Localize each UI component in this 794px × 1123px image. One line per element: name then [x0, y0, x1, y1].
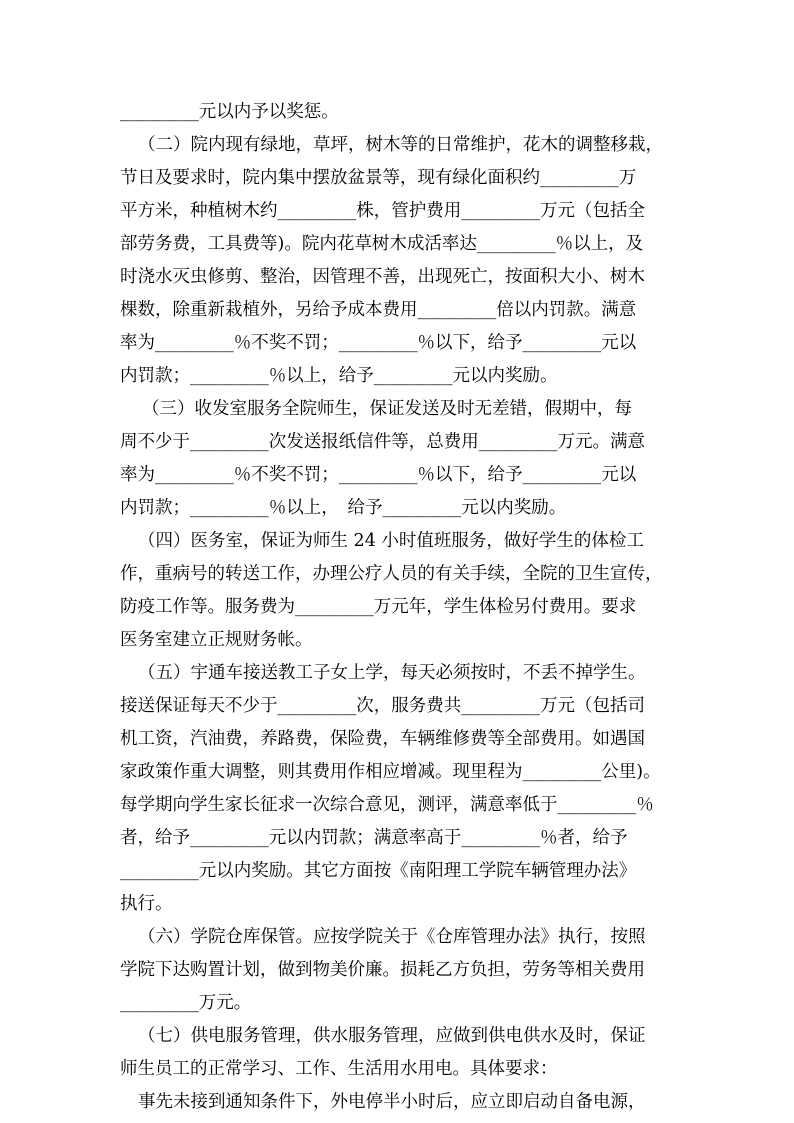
section-three-heading-line: （三）收发室服务全院师生，保证发送及时无差错，假期中，每 [142, 399, 632, 419]
text-line: 时浇水灭虫修剪、整治，因管理不善，出现死亡，按面积大小、树木 [120, 267, 645, 287]
section-six-heading-line: （六）学院仓库保管。应按学院关于《仓库管理办法》执行，按照 [138, 927, 646, 947]
text-line: 学院下达购置计划，做到物美价廉。损耗乙方负担，劳务等相关费用 [120, 960, 645, 980]
document-body [120, 96, 694, 1119]
section-two-heading-line: （二）院内现有绿地，草坪，树木等的日常维护，花木的调整移栽， [138, 135, 663, 155]
section-four-heading-line: （四）医务室，保证为师生 24 小时值班服务，做好学生的体检工 [138, 531, 644, 551]
text-line: _________元以内奖励。其它方面按《南阳理工学院车辆管理办法》 [120, 861, 637, 881]
text-line: 执行。 [120, 894, 173, 914]
text-line: 率为_________％不奖不罚；_________％以下，给予_________元以 [120, 465, 637, 485]
text-line: 事先未接到通知条件下，外电停半小时后，应立即启动自备电源， [138, 1092, 646, 1112]
section-seven-heading-line: （七）供电服务管理，供水服务管理，应做到供电供水及时，保证 [138, 1026, 646, 1046]
text-line: 防疫工作等。服务费为_________万元年，学生体检另付费用。要求 [120, 597, 637, 617]
text-line: 作，重病号的转送工作，办理公疗人员的有关手续，全院的卫生宣传， [120, 564, 663, 584]
text-line: 内罚款；_________％以上，给予_________元以内奖励。 [120, 366, 558, 386]
text-line: 率为_________％不奖不罚；_________％以下，给予_________元以 [120, 333, 637, 353]
text-line: 部劳务费，工具费等)。院内花草树木成活率达_________％以上，及 [120, 234, 644, 254]
text-line: 内罚款；_________％以上， 给予_________元以内奖励。 [120, 498, 567, 518]
text-line: 平方米，种植树木约_________株，管护费用_________万元（包括全 [120, 201, 645, 221]
section-five-heading-line: （五）宇通车接送教工子女上学，每天必须按时，不丢不掉学生。 [138, 663, 646, 683]
text-line: 周不少于_________次发送报纸信件等，总费用_________万元。满意 [120, 432, 645, 452]
text-line: 节日及要求时，院内集中摆放盆景等，现有绿化面积约_________万 [120, 168, 637, 188]
text-line: 师生员工的正常学习、工作、生活用水用电。具体要求： [120, 1059, 558, 1079]
text-line: _________万元。 [120, 993, 252, 1013]
text-line: 接送保证每天不少于_________次，服务费共_________万元（包括司 [120, 696, 645, 716]
text-line: 家政策作重大调整，则其费用作相应增减。现里程为_________公里)。 [120, 762, 661, 782]
text-line: _________元以内予以奖惩。 [120, 102, 339, 122]
text-line: 每学期向学生家长征求一次综合意见，测评，满意率低于_________％ [120, 795, 654, 815]
text-line: 机工资，汽油费，养路费，保险费，车辆维修费等全部费用。如遇国 [120, 729, 645, 749]
text-line: 者，给予_________元以内罚款；满意率高于_________％者，给予 [120, 828, 628, 848]
text-line: 棵数，除重新栽植外，另给予成本费用_________倍以内罚款。满意 [120, 300, 637, 320]
text-line: 医务室建立正规财务帐。 [120, 630, 313, 650]
